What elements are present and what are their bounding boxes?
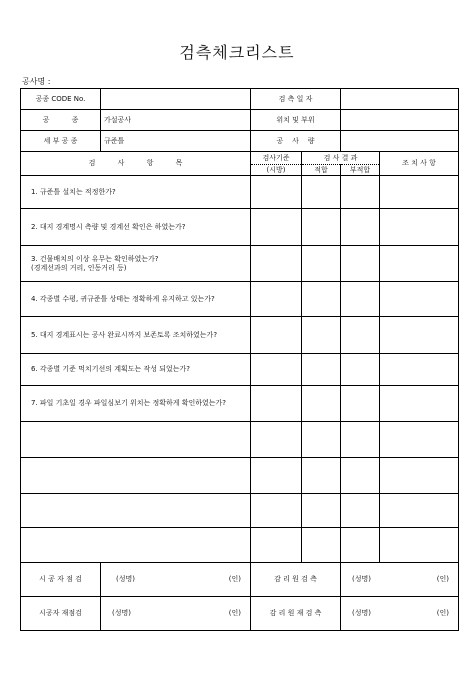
- action-cell[interactable]: [380, 386, 459, 422]
- standard-cell[interactable]: [251, 282, 302, 317]
- pass-cell[interactable]: [302, 176, 341, 209]
- pass-cell[interactable]: [302, 458, 341, 494]
- standard-cell[interactable]: [251, 422, 302, 458]
- standard-cell[interactable]: [251, 458, 302, 494]
- check-item-7: 7. 파일 기초일 경우 파일심보기 위치는 정확하게 확인하였는가?: [21, 386, 251, 422]
- empty-item-cell[interactable]: [21, 422, 251, 458]
- pass-cell[interactable]: [302, 317, 341, 354]
- checklist-table: [20, 88, 459, 631]
- pass-cell[interactable]: [302, 422, 341, 458]
- supervisor-recheck-sign[interactable]: [341, 597, 459, 631]
- work-type-value: 가설공사: [101, 110, 251, 131]
- supervisor-check-sign[interactable]: [341, 563, 459, 597]
- fail-cell[interactable]: [341, 282, 380, 317]
- supervisor-recheck-label: 감 리 원 재 검 측: [251, 597, 341, 631]
- empty-item-cell[interactable]: [21, 494, 251, 528]
- fail-cell[interactable]: [341, 458, 380, 494]
- check-item-2: 2. 대지 경계명시 측량 및 경계선 확인은 하였는가?: [21, 209, 251, 246]
- action-cell[interactable]: [380, 528, 459, 563]
- code-value[interactable]: [101, 89, 251, 110]
- action-cell[interactable]: [380, 494, 459, 528]
- standard-cell[interactable]: [251, 317, 302, 354]
- action-cell[interactable]: [380, 246, 459, 282]
- name-label: (성명): [112, 609, 131, 618]
- inspection-date-value[interactable]: [341, 89, 459, 110]
- detail-type-value: 규준틀: [101, 131, 251, 152]
- pass-cell[interactable]: [302, 209, 341, 246]
- fail-cell[interactable]: [341, 494, 380, 528]
- contractor-check-sign[interactable]: [101, 563, 251, 597]
- contractor-recheck-label: 시공자 재점검: [21, 597, 101, 631]
- action-cell[interactable]: [380, 458, 459, 494]
- pass-cell[interactable]: [302, 282, 341, 317]
- contractor-recheck-sign[interactable]: [101, 597, 251, 631]
- standard-cell[interactable]: [251, 209, 302, 246]
- action-cell[interactable]: [380, 176, 459, 209]
- standard-cell[interactable]: [251, 354, 302, 386]
- fail-cell[interactable]: [341, 176, 380, 209]
- standard-cell[interactable]: [251, 494, 302, 528]
- quantity-label: 공 사 량: [251, 131, 341, 152]
- standard-header: 검사기준: [251, 152, 302, 165]
- fail-cell[interactable]: [341, 386, 380, 422]
- standard-cell[interactable]: [251, 246, 302, 282]
- seal-label: (인): [228, 575, 241, 584]
- fail-cell[interactable]: [341, 422, 380, 458]
- name-label: (성명): [116, 575, 135, 584]
- check-item-5: 5. 대지 경계표시는 공사 완료시까지 보존토록 조치하였는가?: [21, 317, 251, 354]
- action-cell[interactable]: [380, 317, 459, 354]
- result-header: 검 사 결 과: [302, 152, 380, 165]
- standard-cell[interactable]: [251, 176, 302, 209]
- seal-label: (인): [436, 575, 450, 584]
- fail-cell[interactable]: [341, 354, 380, 386]
- seal-label: (인): [228, 609, 241, 618]
- action-cell[interactable]: [380, 354, 459, 386]
- action-header: 조 치 사 항: [380, 152, 459, 176]
- fail-cell[interactable]: [341, 528, 380, 563]
- name-label: (성명): [352, 609, 372, 618]
- action-cell[interactable]: [380, 422, 459, 458]
- standard-cell[interactable]: [251, 528, 302, 563]
- fail-cell[interactable]: [341, 317, 380, 354]
- pass-cell[interactable]: [302, 386, 341, 422]
- location-value[interactable]: [341, 110, 459, 131]
- fail-cell[interactable]: [341, 209, 380, 246]
- standard-sub-header: (시방): [251, 165, 302, 176]
- location-label: 위치 및 부위: [251, 110, 341, 131]
- pass-cell[interactable]: [302, 354, 341, 386]
- detail-type-label: 세 부 공 종: [21, 131, 101, 152]
- project-name-label: 공사명 :: [22, 77, 51, 86]
- empty-item-cell[interactable]: [21, 528, 251, 563]
- check-item-1: 1. 규준틀 설치는 적정한가?: [21, 176, 251, 209]
- action-cell[interactable]: [380, 282, 459, 317]
- action-cell[interactable]: [380, 209, 459, 246]
- supervisor-check-label: 감 리 원 검 측: [251, 563, 341, 597]
- standard-cell[interactable]: [251, 386, 302, 422]
- fail-cell[interactable]: [341, 246, 380, 282]
- seal-label: (인): [436, 609, 450, 618]
- contractor-check-label: 시 공 자 점 검: [21, 563, 101, 597]
- pass-cell[interactable]: [302, 494, 341, 528]
- pass-header: 적합: [302, 165, 341, 176]
- name-label: (성명): [352, 575, 372, 584]
- pass-cell[interactable]: [302, 528, 341, 563]
- empty-item-cell[interactable]: [21, 458, 251, 494]
- work-type-label: 공 종: [21, 110, 101, 131]
- pass-cell[interactable]: [302, 246, 341, 282]
- check-item-3: 3. 건물배치의 이상 유무는 확인하였는가? (경계선과의 거리, 인동거리 등): [21, 246, 251, 282]
- items-header: 검 사 항 목: [21, 152, 251, 176]
- check-item-6: 6. 각종별 기준 먹치기선의 계획도는 작성 되었는가?: [21, 354, 251, 386]
- check-item-4: 4. 각종별 수평, 귀규준틀 상태는 정확하게 유지하고 있는가?: [21, 282, 251, 317]
- fail-header: 부적합: [341, 165, 380, 176]
- code-label: 공종 CODE No.: [21, 89, 101, 110]
- quantity-value[interactable]: [341, 131, 459, 152]
- inspection-date-label: 검 측 일 자: [251, 89, 341, 110]
- page-title: 검측체크리스트: [179, 43, 295, 62]
